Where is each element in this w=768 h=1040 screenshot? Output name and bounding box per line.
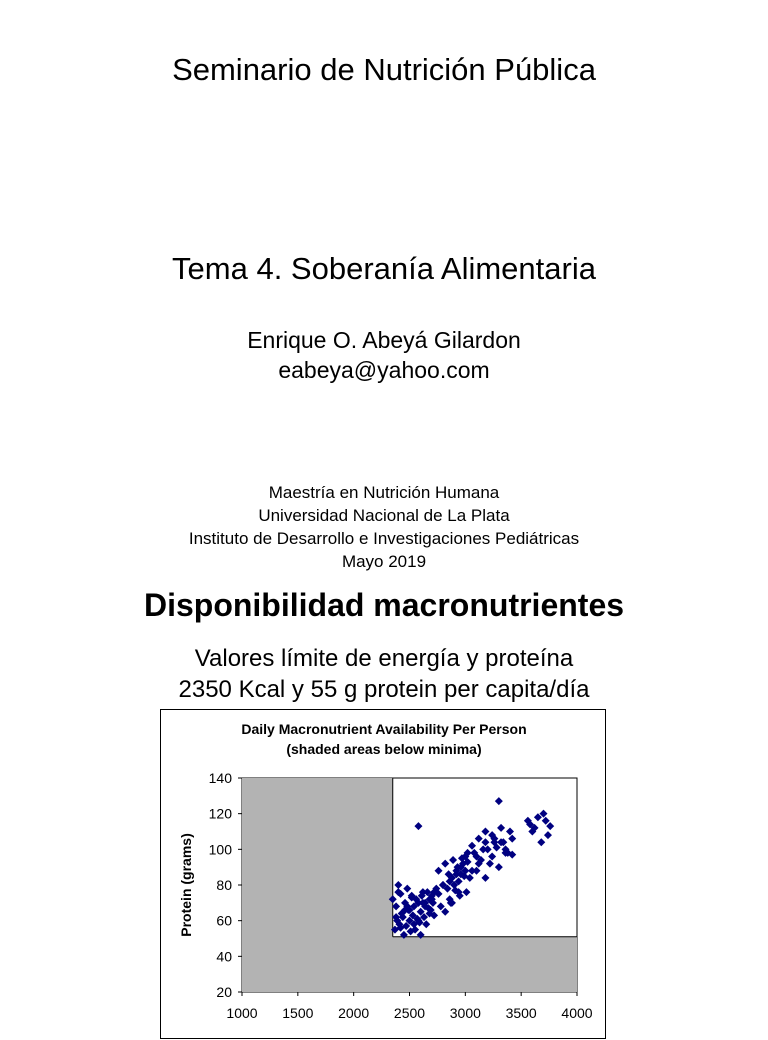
chart-title-line-1: Daily Macronutrient Availability Per Person: [241, 721, 527, 737]
author-block: [0, 325, 768, 385]
y-tick-label: 100: [208, 841, 232, 858]
x-tick-label: 2000: [338, 1005, 370, 1021]
y-tick-label: 40: [216, 948, 232, 965]
x-tick-label: 3000: [449, 1005, 481, 1021]
affiliation-university: Universidad Nacional de La Plata: [258, 506, 510, 525]
affiliation-program: Maestría en Nutrición Humana: [268, 483, 500, 502]
x-tick-label: 1500: [282, 1005, 314, 1021]
x-tick-label: 3500: [505, 1005, 537, 1021]
chart-title-line-2: (shaded areas below minima): [286, 741, 482, 757]
subtitle-line-2: 2350 Kcal y 55 g protein per capita/día: [178, 676, 590, 703]
x-tick-label: 4000: [561, 1005, 593, 1021]
x-tick-label: 2500: [393, 1005, 426, 1021]
subtitle-line-1: Valores límite de energía y proteína: [194, 645, 574, 672]
y-tick-label: 120: [208, 805, 232, 822]
slide-title: Seminario de Nutrición Pública: [172, 52, 596, 87]
section-subtitle: [0, 643, 768, 705]
author-email: eabeya@yahoo.com: [278, 357, 490, 383]
affiliation-block: [0, 481, 768, 573]
y-tick-label: 20: [216, 984, 232, 1000]
affiliation-institute: Instituto de Desarrollo e Investigaciones Pediátricas: [188, 529, 580, 548]
y-tick-label: 140: [208, 770, 232, 786]
protein-shade-region: [242, 937, 577, 992]
slide-topic: Tema 4. Soberanía Alimentaria: [172, 251, 596, 286]
x-tick-label: 1000: [226, 1005, 258, 1021]
y-tick-label: 60: [216, 912, 232, 929]
scatter-chart: [161, 710, 607, 1040]
author-name: Enrique O. Abeyá Gilardon: [247, 327, 521, 353]
section-title: Disponibilidad macronutrientes: [143, 587, 625, 623]
y-tick-label: 80: [216, 877, 232, 893]
chart-frame: [160, 709, 606, 1039]
y-axis-label: Protein (grams): [178, 833, 194, 937]
affiliation-date: Mayo 2019: [341, 552, 427, 571]
